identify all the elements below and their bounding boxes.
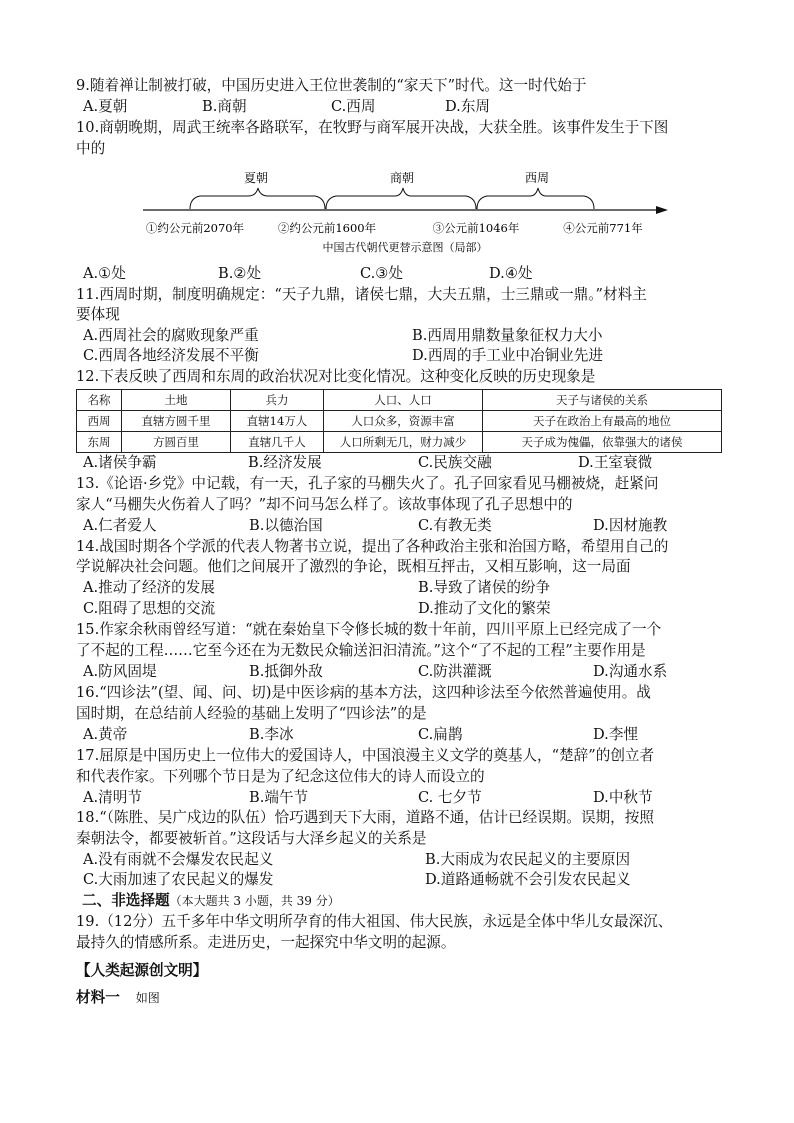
section2-note: （本大题共 3 小题，共 39 分） <box>169 894 340 908</box>
q14-stem-line1: 14.战国时期各个学派的代表人物著书立说，提出了各种政治主张和治国方略，希望用自己的 <box>76 538 669 555</box>
timeline-arrow-icon <box>656 206 668 214</box>
brace-xia <box>190 188 325 209</box>
q9-option-d: D.东周 <box>445 98 491 115</box>
q14-option-a: A.推动了经济的发展 <box>83 579 215 596</box>
q17-option-b: B.端午节 <box>249 789 309 806</box>
q16-stem-line1: 16.“四诊法”(望、闻、问、切)是中医诊病的基本方法，这四种诊法至今依然普遍使用。战 <box>76 684 651 701</box>
timeline-caption: 中国古代朝代更替示意图（局部） <box>322 241 488 254</box>
q19-material-label: 材料一 <box>76 989 120 1006</box>
table-cell: 天子成为傀儡，依靠强大的诸侯 <box>483 432 722 453</box>
q9-stem: 9.随着禅让制被打破，中国历史进入王位世袭制的“家天下”时代。这一时代始于 <box>76 77 587 94</box>
q10-option-d: D.④处 <box>489 265 533 282</box>
q11-option-b: B.西周用鼎数量象征权力大小 <box>412 327 603 344</box>
q19-material-line <box>76 988 160 1008</box>
q18-option-c: C.大雨加速了农民起义的爆发 <box>83 871 274 888</box>
timeline-point-3: ③公元前1046年 <box>432 221 520 235</box>
q14-option-d: D.推动了文化的繁荣 <box>418 600 551 617</box>
q19-subtitle: 【人类起源创文明】 <box>76 962 208 979</box>
q15-stem-line2: 了不起的工程……它至今还在为无数民众输送汩汩清流。”这个“了不起的工程”主要作用是 <box>76 642 646 659</box>
table-header-cell: 天子与诸侯的关系 <box>483 390 722 411</box>
timeline-point-4: ④公元前771年 <box>563 221 643 235</box>
q13-option-c: C.有教无类 <box>418 517 492 534</box>
section2-heading <box>82 891 340 911</box>
q15-option-d: D.沟通水系 <box>593 663 668 680</box>
table-header-cell: 名称 <box>77 390 122 411</box>
q12-option-b: B.经济发展 <box>248 454 322 471</box>
timeline-dynasty-xia: 夏朝 <box>243 171 269 185</box>
table-row <box>77 411 722 432</box>
q10-option-a: A.①处 <box>83 265 126 282</box>
q12-stem: 12.下表反映了西周和东周的政治状况对比变化情况。这种变化反映的历史现象是 <box>76 368 596 385</box>
table-cell: 直辖几千人 <box>231 432 324 453</box>
q18-stem-line1: 18.“（陈胜、吴广戍边的队伍）恰巧遇到天下大雨，道路不通，估计已经误期。误期，按照 <box>76 809 654 826</box>
brace-western-zhou <box>477 188 594 209</box>
q11-stem-line2: 要体现 <box>76 306 120 323</box>
table-header-cell: 土地 <box>122 390 231 411</box>
q17-stem-line1: 17.屈原是中国历史上一位伟大的爱国诗人，中国浪漫主义文学的奠基人，“楚辞”的创立者 <box>76 747 655 764</box>
table-cell: 方圆百里 <box>122 432 231 453</box>
q12-option-c: C.民族交融 <box>418 454 492 471</box>
q17-stem-line2: 和代表作家。下列哪个节日是为了纪念这位伟大的诗人而设立的 <box>76 768 485 785</box>
q14-stem-line2: 学说解决社会问题。他们之间展开了激烈的争论，既相互抨击，又相互影响，这一局面 <box>76 558 631 575</box>
table-cell: 天子在政治上有最高的地位 <box>483 411 722 432</box>
brace-shang <box>326 188 476 209</box>
q11-option-a: A.西周社会的腐败现象严重 <box>83 327 259 344</box>
q11-stem-line1: 11.西周时期，制度明确规定：“天子九鼎，诸侯七鼎，大夫五鼎，士三鼎或一鼎。”材料主 <box>76 286 647 303</box>
q17-option-a: A.清明节 <box>83 789 142 806</box>
table-row <box>77 432 722 453</box>
q10-option-b: B.②处 <box>218 265 262 282</box>
q16-option-d: D.李悝 <box>593 726 639 743</box>
q13-stem-line2: 家人“马棚失火伤着人了吗？”却不问马怎么样了。该故事体现了孔子思想中的 <box>76 496 573 513</box>
q12-option-a: A.诸侯争霸 <box>83 454 157 471</box>
q18-option-b: B.大雨成为农民起义的主要原因 <box>425 851 631 868</box>
dynasty-timeline <box>0 160 794 260</box>
comparison-table <box>76 389 722 453</box>
q19-material-note: 如图 <box>135 991 160 1005</box>
q19-stem-line1: 19.（12分）五千多年中华文明所孕育的伟大祖国、伟大民族，永远是全体中华儿女最深沉、 <box>76 913 673 930</box>
table-cell: 西周 <box>77 411 122 432</box>
q13-option-d: D.因材施教 <box>593 517 668 534</box>
timeline-dynasty-western-zhou: 西周 <box>524 171 550 185</box>
timeline-point-1: ①约公元前2070年 <box>145 221 245 235</box>
q17-option-d: D.中秋节 <box>593 789 653 806</box>
q14-option-b: B.导致了诸侯的纷争 <box>418 579 551 596</box>
q10-stem-line1: 10.商朝晚期，周武王统率各路联军，在牧野与商军展开决战，大获全胜。该事件发生于下图 <box>76 119 669 136</box>
section2-title: 二、非选择题 <box>82 892 170 909</box>
q9-option-b: B.商朝 <box>202 98 247 115</box>
q10-stem-line2: 中的 <box>76 140 106 157</box>
q10-option-c: C.③处 <box>360 265 403 282</box>
q15-option-c: C.防洪灌溉 <box>418 663 492 680</box>
timeline-dynasty-shang: 商朝 <box>389 171 415 185</box>
q17-option-c: C. 七夕节 <box>418 789 482 806</box>
q19-stem-line2: 最持久的情感所系。走进历史，一起探究中华文明的起源。 <box>76 934 456 951</box>
q18-option-a: A.没有雨就不会爆发农民起义 <box>83 851 274 868</box>
q16-option-a: A.黄帝 <box>83 726 128 743</box>
q16-option-c: C.扁鹊 <box>418 726 463 743</box>
table-cell: 人口众多，资源丰富 <box>324 411 483 432</box>
table-cell: 东周 <box>77 432 122 453</box>
table-header-cell: 人口、人口 <box>324 390 483 411</box>
table-header-row <box>77 390 722 411</box>
q12-option-d: D.王室衰微 <box>578 454 653 471</box>
q15-stem-line1: 15.作家余秋雨曾经写道：“就在秦始皇下令修长城的数十年前，四川平原上已经完成了一个 <box>76 621 662 638</box>
q9-option-c: C.西周 <box>331 98 376 115</box>
table-cell: 直辖方圆千里 <box>122 411 231 432</box>
q13-stem-line1: 13.《论语·乡党》中记载，有一天，孔子家的马棚失火了。孔子回家看见马棚被烧，赶紧问 <box>76 475 659 492</box>
q11-option-c: C.西周各地经济发展不平衡 <box>83 347 259 364</box>
q16-stem-line2: 国时期，在总结前人经验的基础上发明了“四诊法”的是 <box>76 705 427 722</box>
table-cell: 人口所剩无几，财力减少 <box>324 432 483 453</box>
q18-stem-line2: 秦朝法令，都要被斩首。”这段话与大泽乡起义的关系是 <box>76 830 427 847</box>
q18-option-d: D.道路通畅就不会引发农民起义 <box>425 871 631 888</box>
table-header-cell: 兵力 <box>231 390 324 411</box>
q9-option-a: A.夏朝 <box>83 98 128 115</box>
table-cell: 直辖14万人 <box>231 411 324 432</box>
q13-option-a: A.仁者爱人 <box>83 517 157 534</box>
q16-option-b: B.李冰 <box>249 726 294 743</box>
q13-option-b: B.以德治国 <box>249 517 323 534</box>
timeline-point-2: ②约公元前1600年 <box>277 221 377 235</box>
q11-option-d: D.西周的手工业中冶铜业先进 <box>412 347 603 364</box>
q15-option-b: B.抵御外敌 <box>249 663 323 680</box>
q14-option-c: C.阻碍了思想的交流 <box>83 600 216 617</box>
q15-option-a: A.防风固堤 <box>83 663 157 680</box>
